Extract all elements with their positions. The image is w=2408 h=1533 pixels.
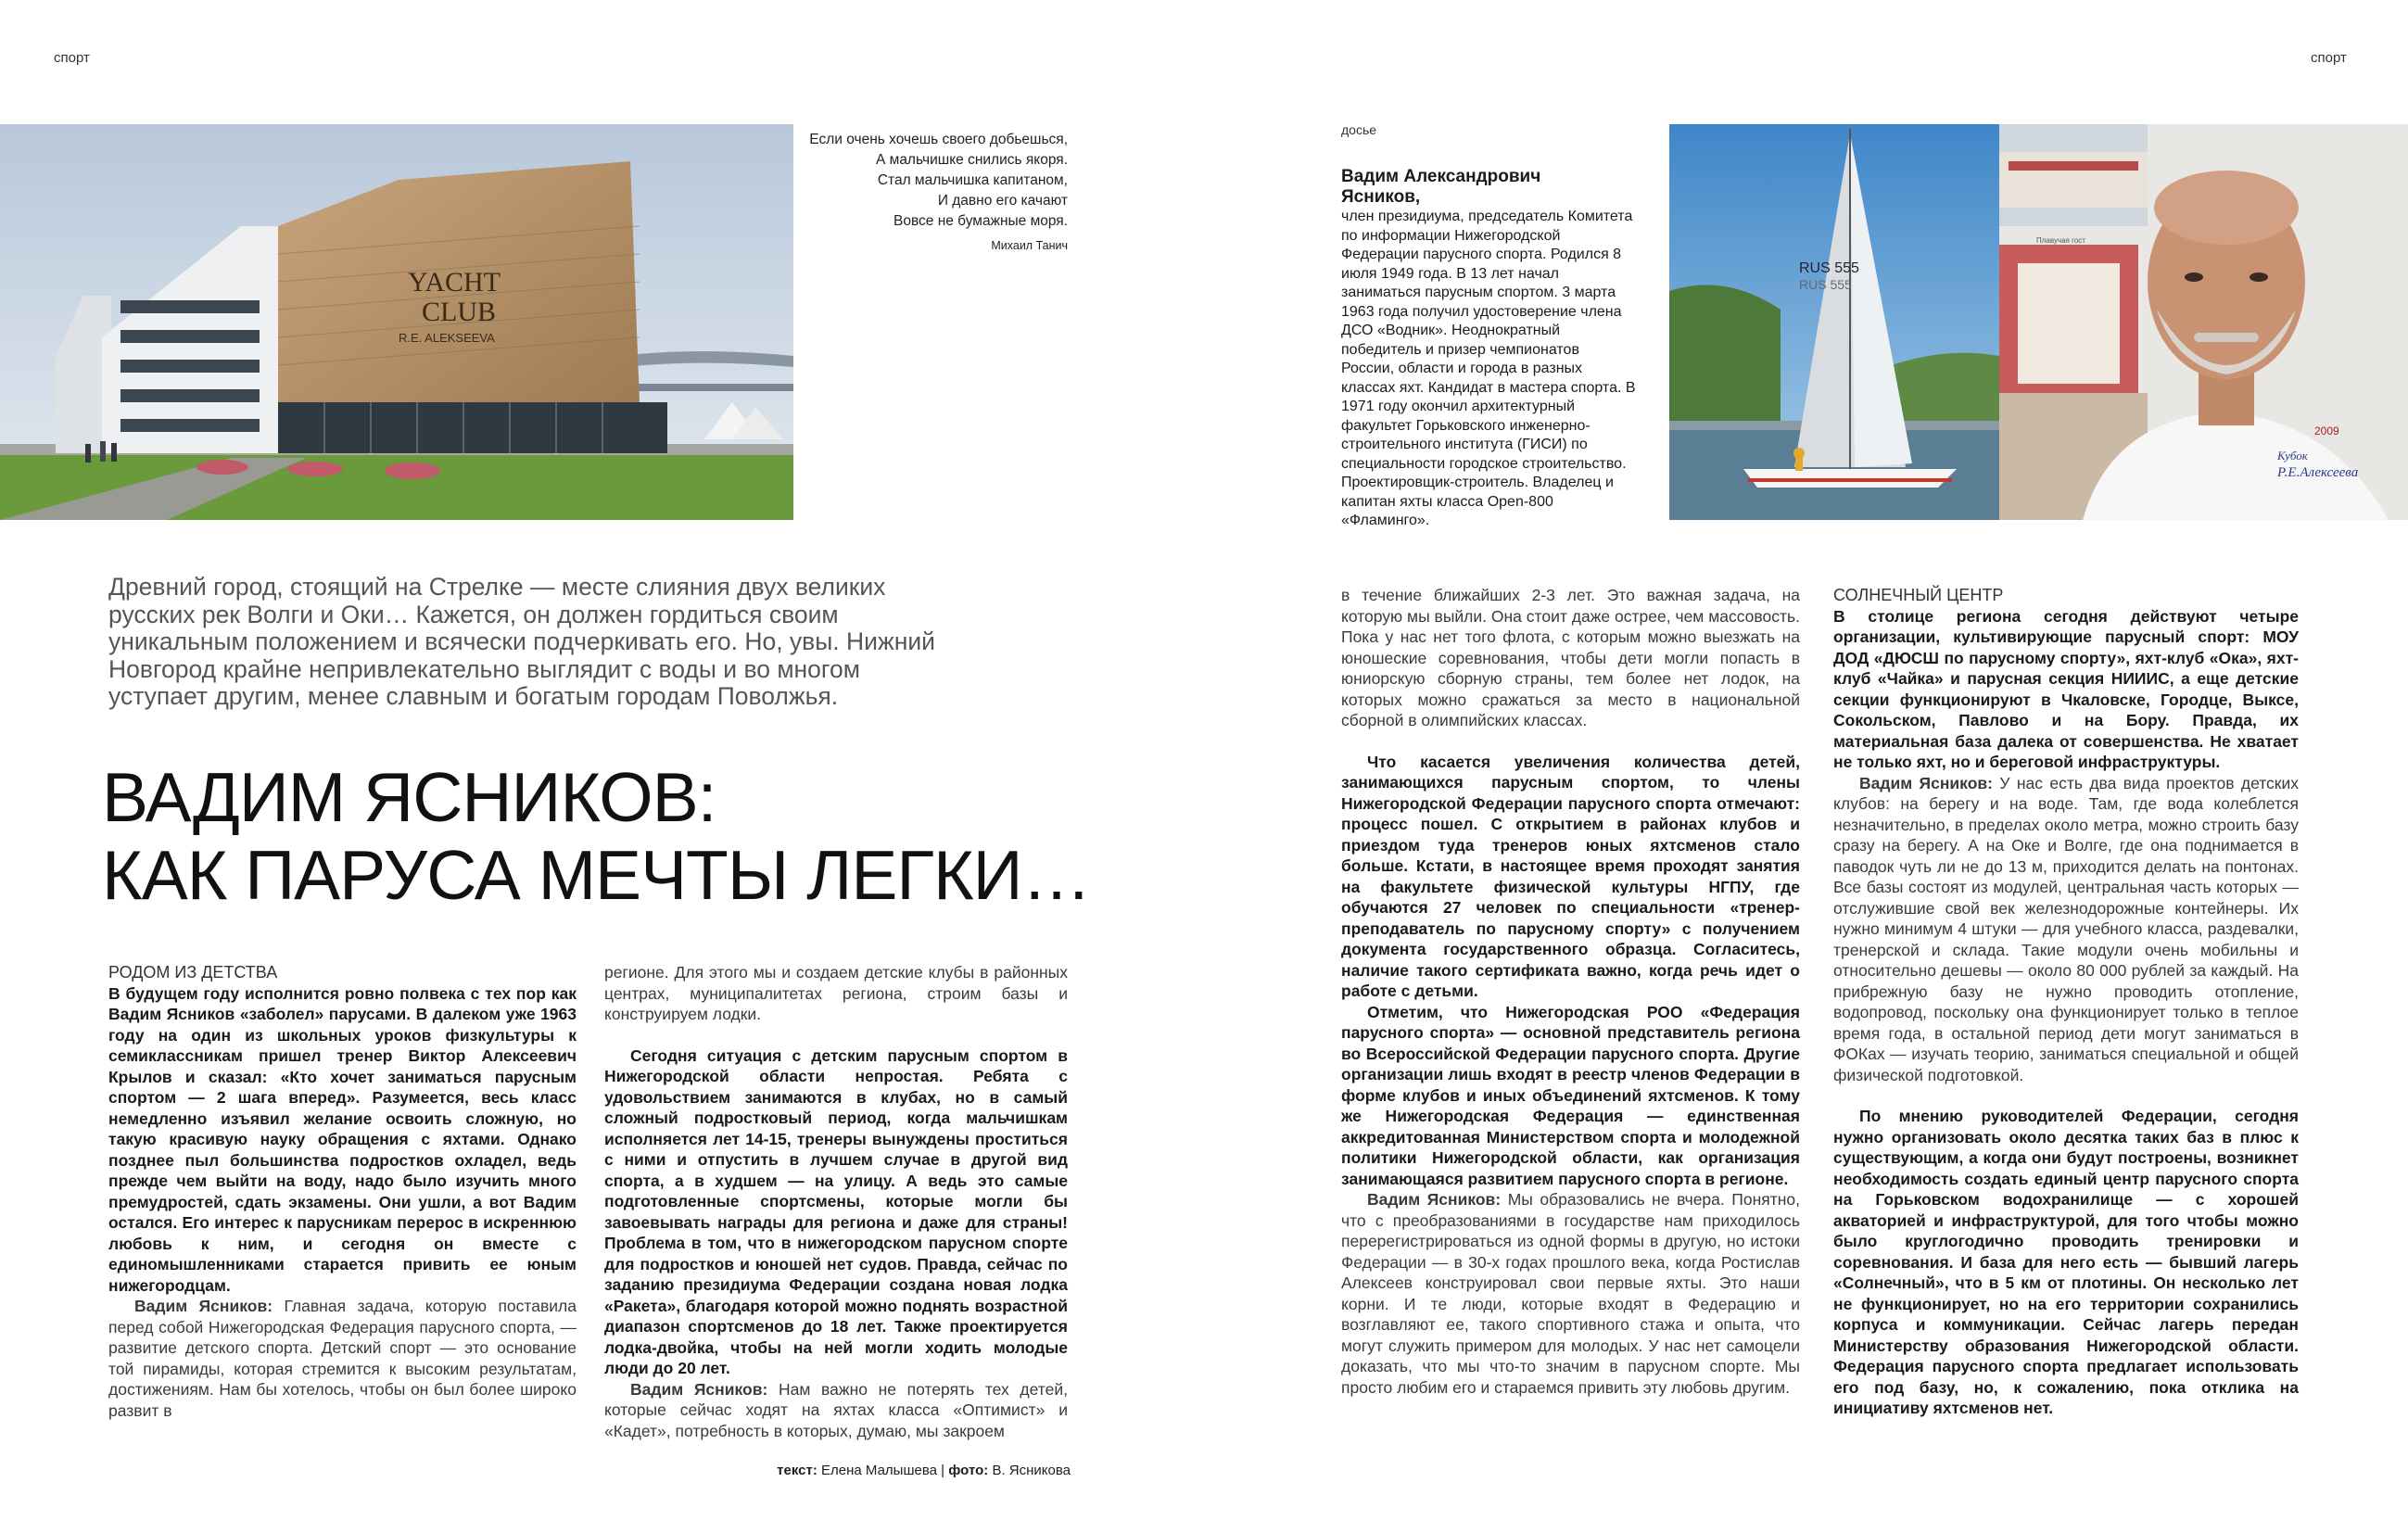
paragraph: Сегодня ситуация с детским парусным спортом в Нижегородской области непростая. Ребята с удовольствием занимаются в клубах, но в самый сложный подростковый период, когда мальчишкам исполняется лет 14-15, тренеры вынуждены проститься с ними и отпустить в лучшем случае в другой вид спорта, а в худшем — на улицу. А ведь это самые подготовленные спортсмены, которые могли бы завоевывать награды для региона и даже для страны! Проблема в том, что в нижегородском парусном спорте для подростков и юношей нет судов. Правда, сейчас по заданию президиума Федерации создана новая лодка «Ракета», благодаря которой можно поднять возрастной диапазон спортсменов до 18 лет. Также проектируется лодка-двойка, чтобы на ней могли ходить молодые люди до 20 лет.	[604, 1045, 1068, 1377]
epigraph-line: И давно его качают	[937, 193, 1068, 209]
dossier-name-line-1: Вадим Александрович	[1341, 167, 1541, 186]
speaker-name: Вадим Ясников:	[1367, 1190, 1502, 1209]
article-column-1	[108, 962, 577, 1421]
epigraph-author: Михаил Танич	[991, 239, 1068, 252]
background-sign: Плавучая гост	[2036, 236, 2085, 245]
credit-separator: |	[941, 1463, 945, 1478]
quote-text: Главная задача, которую поставила перед собой Нижегородская Федерация парусного спорта, — развитие детского спорта. Детский спорт — это основание той пирамиды, которая стремится к высоким результатам, достижениям. Нам бы хотелось, чтобы он был более широко развит в	[108, 1297, 577, 1420]
paragraph: В столице региона сегодня действуют четыре организации, культивирующие парусный спорт: МОУ ДОД «ДЮСШ по парусному спорту», яхт-клуб «Ока», яхт-клуб «Чайка» и парусная секция НИИИС, а еще детские секции функционируют в Чкаловске, Городце, Выксе, Сокольском, Павлово и на Бору. Правда, их материальная база далека от совершенства. Не хватает не только яхт, но и береговой инфраструктуры.	[1833, 606, 2299, 771]
article-column-4	[1833, 585, 2299, 1419]
sign-name: R.E. ALEKSEEVA	[399, 331, 495, 345]
credit-text-label: текст:	[777, 1463, 817, 1478]
quote-text: Нам важно не потерять тех детей, которые сейчас ходят на яхтах класса «Оптимист» и «Кадет», потребность в которых, думаю, мы закроем	[604, 1379, 1068, 1440]
paragraph: По мнению руководителей Федерации, сегодня нужно организовать около десятка таких баз в плюс к существующим, а когда они будут построены, возникнет необходимость создать единый центр парусного спорта на Горьковском водохранилище — с хорошей акваторией и инфраструктурой, для того чтобы можно было круглогодично проводить тренировки и соревнования. И база для него есть — бывший лагерь «Солнечный», что в 5 км от плотины. Он несколько лет не функционирует, но на его территории сохранились корпуса и коммуникации. Сейчас лагерь передан Министерству образования Нижегородской области. Федерация парусного спорта предлагает использовать его под базу, но, к сожалению, пока отклика на инициативу яхтсменов нет.	[1833, 1107, 2299, 1417]
paragraph: Отметим, что Нижегородская РОО «Федерация парусного спорта» — основной представитель региона во Всероссийской Федерации парусного спорта. Другие организации лишь входят в реестр членов Федерации в форме клубов и иных объединений яхтсменов. К тому же Нижегородская Федерация — единственная аккредитованная Министерством спорта и молодежной политики Нижегородской области, как организация занимающаяся развитием парусного спорта в регионе.	[1341, 1002, 1800, 1188]
subhead-childhood: РОДОМ ИЗ ДЕТСТВА	[108, 963, 278, 982]
epigraph-line: Стал мальчишка капитаном,	[877, 172, 1068, 188]
epigraph	[806, 130, 1068, 256]
credit-text-author: Елена Малышева	[821, 1463, 937, 1478]
epigraph-line: А мальчишке снились якоря.	[876, 152, 1068, 168]
quote-paragraph	[604, 1379, 1068, 1442]
epigraph-line: Вовсе не бумажные моря.	[893, 213, 1068, 229]
quote-text: Мы образовались не вчера. Понятно, что с преобразованиями в государстве нам приходилось перерегистрироваться из одной формы в другую, но истоки Федерации — в 30-х годах прошлого века, когда Ростислав Алексеев конструировал свои первые яхты. Это наши корни. И те люди, которые входят в Федерацию и возглавляют ее, такого спортивного стажа и опыта, что могут служить примером для молодых. У нас нет самоцели доказать, что мы что-то значим в парусном спорте. Мы просто любим его и стараемся привить эту любовь другим.	[1341, 1190, 1800, 1397]
dossier-label: досье	[1341, 122, 1377, 137]
yacht-club-photo	[0, 124, 793, 520]
speaker-name: Вадим Ясников:	[1859, 773, 1993, 792]
paragraph: Что касается увеличения количества детей, занимающихся парусным спортом, то члены Нижегородской Федерации парусного спорта отмечают: процесс пошел. С открытием в районах клубов и приездом туда тренеров юных яхтсменов стало больше. Кстати, в настоящее время проходят занятия на факультете физической культуры НГПУ, где обучаются 27 человек по специальности «тренер-преподаватель по парусному спорту» с получением документа государственного образца. Согласитесь, наличие такого сертификата важно, когда речь идет о работе с детьми.	[1341, 752, 1800, 1000]
sail-number-1: RUS 555	[1799, 260, 1859, 276]
headline-line-1: ВАДИМ ЯСНИКОВ:	[102, 758, 716, 836]
sail-number-2: RUS 555	[1799, 277, 1852, 292]
article-column-2	[604, 962, 1068, 1441]
quote-text: У нас есть два вида проектов детских клубов: на берегу и на воде. Там, где вода колеблется незначительно, в пределах около метра, можно строить базу сразу на берегу. А на Оке и Волге, где она поднимается в паводок чуть ли не до 13 м, приходится делать на понтонах. Все базы состоят из модулей, центральная часть которых — отслужившие свой век железнодорожные контейнеры. Их нужно минимум 4 штуки — для учебного класса, раздевалки, тренерской и склада. Такие модули очень мобильны и относительно дешевы — около 80 000 рублей за каждый. На прибрежную базу не нужно проводить отопление, водопровод, поскольку она функционирует только в теплое время года, в остальной период дети могут заниматься в ФОКах — изучать теорию, заниматься специальной и общей физической подготовкой.	[1833, 773, 2299, 1084]
tshirt-text-2: Р.Е.Алексеева	[2277, 465, 2359, 480]
portrait-photo	[1999, 124, 2408, 520]
section-label-left: спорт	[54, 50, 90, 66]
quote-continuation: в течение ближайших 2-3 лет. Это важная задача, на которую мы выйли. Она стоит даже острее, чем массовость. Пока у нас нет того флота, с которым можно выезжать на юношеские соревнования, чтобы дети могли попасть в юниорскую сборную страны, тем более нет лодок, на которых можно сражаться за место в национальной сборной в олимпийских классах.	[1341, 586, 1800, 729]
lead-paragraph: Древний город, стоящий на Стрелке — месте слияния двух великих русских рек Волги и Оки… Кажется, он должен гордиться своим уникальным положением и всячески подчеркивать его. Но, увы. Нижний Новгород крайне непривлекательно выглядит с воды и во многом уступает другим, менее славным и богатым городам Поволжья.	[108, 573, 935, 710]
speaker-name: Вадим Ясников:	[134, 1297, 273, 1315]
sign-club: CLUB	[422, 297, 497, 327]
credit-photo-label: фото:	[948, 1463, 989, 1478]
tshirt-text-1: Кубок	[2277, 449, 2308, 462]
quote-paragraph	[1341, 1189, 1800, 1398]
paragraph: В будущем году исполнится ровно полвека с тех пор как Вадим Ясников «заболел» парусами. В далеком уже 1963 году на один из школьных уроков физкультуры к семиклассникам пришел тренер Виктор Алексеевич Крылов и сказал: «Кто хочет заниматься парусным спортом — 2 шага вперед». Разумеется, весь класс немедленно изъявил желание освоить сложную, но такую красивую науку обращения с яхтами. Однако позднее пыл большинства подростков охладел, ведь прежде чем выйти на воду, надо было изучить много премудростей, сдать экзамены. Они ушли, а вот Вадим остался. Его интерес к парусникам перерос в искреннюю любовь к ним, и сегодня он вместе с единомышленниками старается привить ее юным нижегородцам.	[108, 983, 577, 1295]
dossier-name-line-2: Ясников,	[1341, 187, 1421, 207]
quote-paragraph	[108, 1296, 577, 1421]
yacht-photo	[1669, 124, 1999, 520]
section-label-right: спорт	[2311, 50, 2347, 66]
sign-yacht: YACHT	[408, 267, 501, 298]
dossier-bio: член президиума, председатель Комитета по информации Нижегородской Федерации парусного спорта. Родился 8 июля 1949 года. В 13 лет начал заниматься парусным спортом. 3 марта 1963 года получил удостоверение члена ДСО «Водник». Неоднократный победитель и призер чемпионатов России, области и города в разных классах яхт. Кандидат в мастера спорта. В 1971 году окончил архитектурный факультет Горьковского инженерно-строительного института (ГИСИ) по специальности городское строительство. Проектировщик-строитель. Владелец и капитан яхты класса Open-800 «Фламинго».	[1341, 209, 1636, 528]
quote-continuation: регионе. Для этого мы и создаем детские клубы в районных центрах, муниципалитетах региона, строим базы и конструируем лодки.	[604, 963, 1068, 1023]
epigraph-line: Если очень хочешь своего добьешься,	[809, 132, 1068, 147]
credit-photo-author: В. Ясникова	[992, 1463, 1071, 1478]
headline-line-2: КАК ПАРУСА МЕЧТЫ ЛЕГКИ…	[102, 836, 1091, 914]
headline	[102, 758, 1122, 914]
credits	[755, 1463, 1071, 1478]
article-column-3	[1341, 585, 1800, 1398]
tshirt-year: 2009	[2314, 424, 2339, 437]
quote-paragraph	[1833, 773, 2299, 1086]
dossier	[1341, 167, 1636, 531]
subhead-solar-center: СОЛНЕЧНЫЙ ЦЕНТР	[1833, 586, 2004, 604]
speaker-name: Вадим Ясников:	[630, 1379, 768, 1399]
